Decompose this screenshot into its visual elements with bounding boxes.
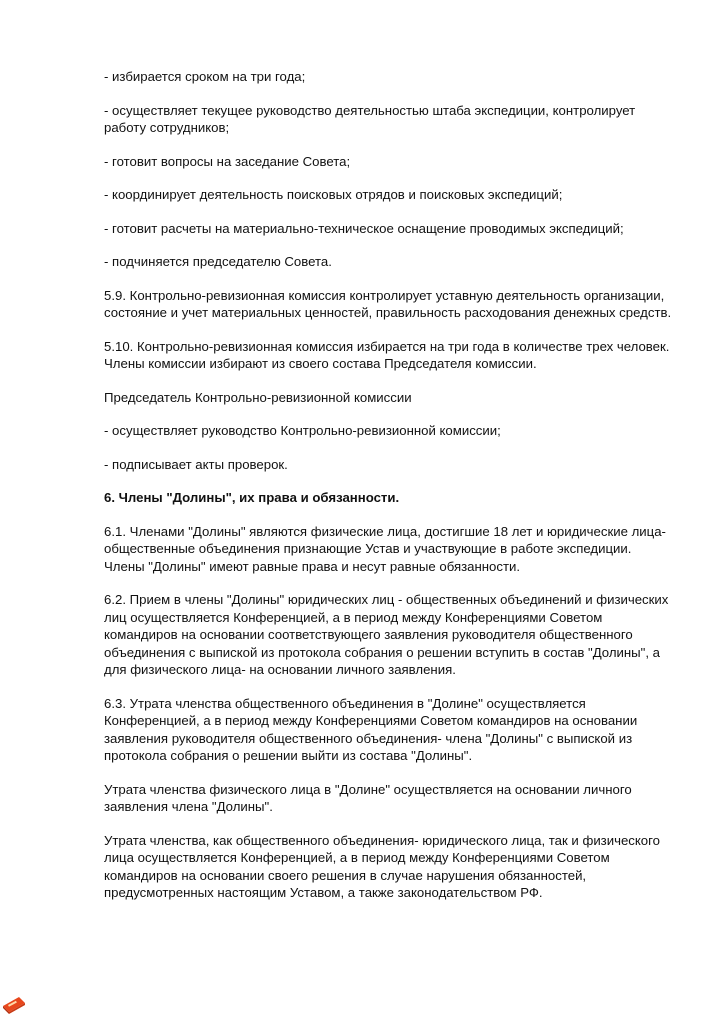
paragraph: - подчиняется председателю Совета. xyxy=(104,254,332,269)
paragraph: - готовит расчеты на материально-техническое оснащение проводимых экспедиций; xyxy=(104,220,624,236)
paragraph: 6.2. Прием в члены "Долины" юридических лиц - общественных объединений и физических лиц осуществляется Конференцией, а в период между Конференциями Советом командиров на основании соответствующего заявления руководителя общественного объединения с выпиской из протокола собрания о решении вступить в состав "Долины", а для физического лица- на основании личного заявления. xyxy=(104,592,669,677)
paragraph: - готовит вопросы на заседание Совета; xyxy=(104,153,351,169)
paragraph: - осуществляет руководство Контрольно-ревизионной комиссии; xyxy=(104,423,501,438)
paragraph: Председатель Контрольно-ревизионной комиссии xyxy=(104,389,412,405)
paragraph: - подписывает акты проверок. xyxy=(104,456,288,472)
paragraph: - осуществляет текущее руководство деятельностью штаба экспедиции, контролирует работу сотрудников; xyxy=(104,102,636,135)
section-heading: 6. Члены "Долины", их права и обязанности. xyxy=(104,490,400,505)
paragraph: 5.10. Контрольно-ревизионная комиссия избирается на три года в количестве трех человек. Члены комиссии избирают из своего состава Председателя комиссии. xyxy=(104,338,670,371)
app-badge-icon xyxy=(1,994,27,1014)
paragraph: - избирается сроком на три года; xyxy=(104,69,306,84)
paragraph: Утрата членства, как общественного объединения- юридического лица, так и физического лица осуществляется Конференцией, а в период между Конференциями Советом командиров на основании своего решения в случае нарушения обязанностей, предусмотренных настоящим Уставом, а также законодательством РФ. xyxy=(104,832,660,900)
paragraph: 6.3. Утрата членства общественного объединения в "Долине" осуществляется Конференцией, а в период между Конференциями Советом командиров на основании заявления руководителя общественного объединения- члена "Долины" с выпиской из протокола собрания о решении выйти из состава "Долины". xyxy=(104,695,638,763)
paragraph: 6.1. Членами "Долины" являются физические лица, достигшие 18 лет и юридические лица-общественные объединения признающие Устав и участвующие в работе экспедиции. Члены "Долины" имеют равные права и несут равные обязанности. xyxy=(104,523,666,574)
paragraph: - координирует деятельность поисковых отрядов и поисковых экспедиций; xyxy=(104,187,563,202)
paragraph: 5.9. Контрольно-ревизионная комиссия контролирует уставную деятельность организации, состояние и учет материальных ценностей, правильность расходования денежных средств. xyxy=(104,287,672,320)
document-body xyxy=(104,68,674,918)
paragraph: Утрата членства физического лица в "Долине" осуществляется на основании личного заявления члена "Долины". xyxy=(104,781,632,814)
